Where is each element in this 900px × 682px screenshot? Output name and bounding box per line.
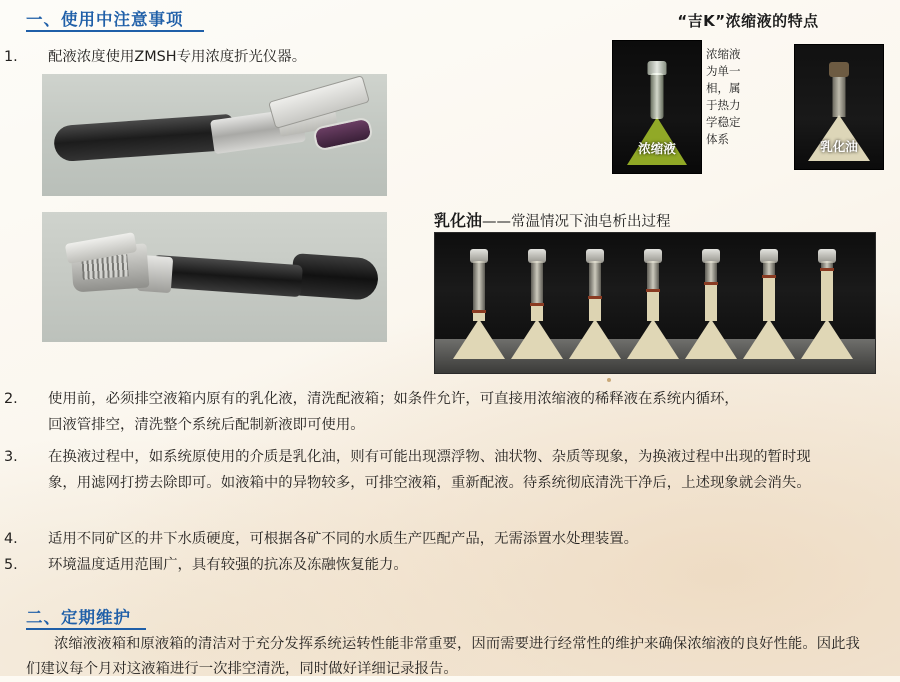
- emulsion-title-main: 乳化油: [434, 211, 483, 230]
- list-item-text: 在换液过程中，如系统原使用的介质是乳化油，则有可能出现漂浮物、油状物、杂质等现象，为换液过程中出现的暂时现象，用滤网打捞去除即可。如液箱中的异物较多，可排空液箱，重新配液。待系统彻底清洗干净后，上述现象就会消失。: [48, 449, 811, 491]
- green-flask-stopper: [648, 61, 667, 75]
- section-1-underline: [26, 30, 204, 32]
- flask-separation-line: [704, 282, 718, 285]
- refractometer-handle: [53, 114, 235, 162]
- volumetric-flask: [569, 241, 621, 359]
- concentrate-liquid-label: 浓缩液: [638, 141, 676, 156]
- concentrate-feature-panel: [612, 10, 884, 156]
- list-item-number: 2.: [4, 391, 18, 407]
- section-2-title: 二、定期维护: [26, 608, 131, 627]
- flask-liquid-column: [589, 299, 601, 321]
- refractometer-full-view-photo: [42, 212, 387, 342]
- volumetric-flask: [801, 241, 853, 359]
- flask-liquid-column: [705, 285, 717, 321]
- decorative-dot: [607, 378, 611, 382]
- list-item-number: 4.: [4, 531, 18, 547]
- flask-separation-line: [646, 289, 660, 292]
- flask-bulb: [453, 319, 505, 359]
- section-2-underline: [26, 628, 146, 630]
- emulsion-series-title: [434, 208, 671, 231]
- list-item: [4, 44, 626, 70]
- flask-liquid-column: [647, 292, 659, 321]
- green-flask-neck: [651, 73, 664, 119]
- refractometer-eyepiece: [291, 253, 380, 301]
- list-item: [4, 552, 816, 578]
- list-item-number: 3.: [4, 449, 18, 465]
- refractometer-open-cover-photo: [42, 74, 387, 196]
- list-item-text: 配液浓度使用ZMSH专用浓度折光仪器。: [48, 49, 307, 65]
- flask-bulb: [743, 319, 795, 359]
- flask-separation-line: [588, 296, 602, 299]
- volumetric-flask: [627, 241, 679, 359]
- flask-bulb: [627, 319, 679, 359]
- flask-bulb: [685, 319, 737, 359]
- list-item-text: 使用前，必须排空液箱内原有的乳化液，清洗配液箱；如条件允许，可直接用浓缩液的稀释液在系统内循环，回液管排空，清洗整个系统后配制新液即可使用。: [48, 391, 739, 433]
- concentrate-description-text: 浓缩液为单一相，属于热力学稳定体系: [706, 47, 741, 146]
- flask-liquid-column: [763, 278, 775, 321]
- emulsion-title-sub: ——常温情况下油皂析出过程: [482, 214, 671, 230]
- list-item: [4, 444, 816, 496]
- emulsified-oil-label: 乳化油: [820, 139, 858, 154]
- refractometer-body: [151, 255, 303, 297]
- list-item-number: 1.: [4, 49, 18, 65]
- concentrate-panel-photos: [612, 40, 884, 172]
- list-item: [4, 526, 816, 552]
- section-2-body: 浓缩液液箱和原液箱的清洁对于充分发挥系统运转性能非常重要，因而需要进行经常性的维护来确保浓缩液的良好性能。因此我们建议每个月对这液箱进行一次排空清洗，同时做好详细记录报告。: [26, 636, 860, 677]
- section-1-title: 一、使用中注意事项: [26, 10, 184, 29]
- flask-bulb: [511, 319, 563, 359]
- cream-flask-stopper: [829, 62, 849, 77]
- flask-separation-line: [530, 303, 544, 306]
- volumetric-flask: [743, 241, 795, 359]
- concentrate-liquid-photo: [612, 40, 702, 174]
- volumetric-flask: [511, 241, 563, 359]
- list-item: [4, 386, 746, 438]
- emulsified-oil-photo: [794, 44, 884, 170]
- flask-separation-line: [820, 268, 834, 271]
- flask-separation-line: [472, 310, 486, 313]
- cream-flask-neck: [833, 75, 846, 117]
- list-item-number: 5.: [4, 557, 18, 573]
- volumetric-flask: [453, 241, 505, 359]
- volumetric-flask: [685, 241, 737, 359]
- flask-liquid-column: [821, 271, 833, 321]
- concentrate-panel-title: “吉K”浓缩液的特点: [677, 12, 819, 30]
- list-item-text: 环境温度适用范围广，具有较强的抗冻及冻融恢复能力。: [48, 557, 408, 573]
- list-item-text: 适用不同矿区的井下水质硬度，可根据各矿不同的水质生产匹配产品，无需添置水处理装置。: [48, 531, 639, 547]
- flask-bulb: [801, 319, 853, 359]
- flask-bulb: [569, 319, 621, 359]
- flask-separation-line: [762, 275, 776, 278]
- emulsion-series-photo: [434, 232, 876, 374]
